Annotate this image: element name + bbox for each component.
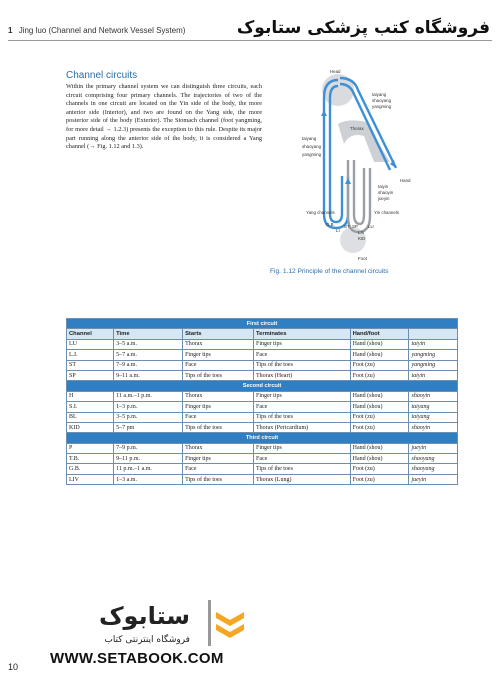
setabook-logo xyxy=(40,598,200,648)
table-row xyxy=(67,443,458,453)
table-cell: 5–7 pm xyxy=(114,422,183,432)
table-cell: 7–9 a.m. xyxy=(114,360,183,370)
table-row xyxy=(67,422,458,432)
table-cell: Face xyxy=(253,350,350,360)
logo-chevron-icon xyxy=(208,600,244,646)
label-liv: LIV xyxy=(358,230,365,235)
table-cell: Tips of the toes xyxy=(183,422,254,432)
table-cell: Face xyxy=(183,412,254,422)
table-cell: SP xyxy=(67,370,114,380)
table-cell: LU xyxy=(67,339,114,349)
table-cell: S.I. xyxy=(67,402,114,412)
table-row xyxy=(67,360,458,370)
table-cell: taiyang xyxy=(409,402,458,412)
table-cell: Hand (shou) xyxy=(350,339,409,349)
table-cell: 9–11 p.m. xyxy=(114,454,183,464)
table-cell: Thorax xyxy=(183,443,254,453)
table-cell: Finger tips xyxy=(183,402,254,412)
table-cell: Finger tips xyxy=(183,454,254,464)
section-title: Second circuit xyxy=(67,381,458,391)
label-head: Head xyxy=(330,69,341,74)
table-cell: Foot (zu) xyxy=(350,360,409,370)
table-cell: Thorax xyxy=(183,391,254,401)
table-cell: Finger tips xyxy=(253,391,350,401)
table-cell: 3–5 p.m. xyxy=(114,412,183,422)
store-banner-title: فروشگاه کتب پزشکی ستابوک xyxy=(236,18,490,38)
column-header: Hand/foot xyxy=(350,329,409,339)
table-cell: Finger tips xyxy=(253,443,350,453)
table-cell: Foot (zu) xyxy=(350,474,409,484)
table-cell: taiyang xyxy=(409,412,458,422)
table-cell: Hand (shou) xyxy=(350,350,409,360)
header-rule xyxy=(8,40,492,41)
yin-loops xyxy=(348,160,370,232)
label-yangming-top: yangming xyxy=(372,104,392,109)
site-url: WWW.SETABOOK.COM xyxy=(50,650,224,667)
table-cell: Hand (shou) xyxy=(350,454,409,464)
column-header: Channel xyxy=(67,329,114,339)
logo-subtitle: فروشگاه اینترنتی کتاب xyxy=(104,635,190,645)
table-cell: shaoyang xyxy=(409,454,458,464)
table-row xyxy=(67,339,458,349)
table-cell: 11 p.m.–1 a.m. xyxy=(114,464,183,474)
chapter-title: Jing luo (Channel and Network Vessel System) xyxy=(18,26,186,35)
table-row xyxy=(67,350,458,360)
column-header: Starts xyxy=(183,329,254,339)
table-cell: Finger tips xyxy=(253,339,350,349)
table-cell: Face xyxy=(253,454,350,464)
table-cell: 1–3 a.m. xyxy=(114,474,183,484)
table-row xyxy=(67,412,458,422)
label-taiyin: taiyin xyxy=(378,184,389,189)
label-hand: Hand xyxy=(400,178,411,183)
table-row xyxy=(67,474,458,484)
table-cell: Foot (zu) xyxy=(350,422,409,432)
label-foot: Foot xyxy=(358,256,367,261)
table-row xyxy=(67,454,458,464)
table-cell: Thorax (Pericardium) xyxy=(253,422,350,432)
table-cell: 1–3 p.m. xyxy=(114,402,183,412)
table-cell: shaoyang xyxy=(409,464,458,474)
label-sp: SP xyxy=(352,224,358,229)
table-row xyxy=(67,370,458,380)
running-head xyxy=(8,26,185,35)
table-cell: taiyin xyxy=(409,339,458,349)
label-shaoyang-top: shaoyang xyxy=(372,98,392,103)
table-cell: Tips of the toes xyxy=(183,474,254,484)
column-header: Terminates xyxy=(253,329,350,339)
label-shaoyang-left: shaoyang xyxy=(302,144,322,149)
table-cell: LIV xyxy=(67,474,114,484)
chapter-number: 1 xyxy=(8,26,13,35)
column-header xyxy=(409,329,458,339)
table-cell: Hand (shou) xyxy=(350,443,409,453)
label-taiyang-left: taiyang xyxy=(302,136,317,141)
label-kid: KID xyxy=(358,236,366,241)
table-cell: Finger tips xyxy=(183,350,254,360)
table-cell: Thorax (Lung) xyxy=(253,474,350,484)
channel-circuit-figure xyxy=(278,64,418,264)
column-header: Time xyxy=(114,329,183,339)
table-cell: 11 a.m.–1 p.m. xyxy=(114,391,183,401)
table-cell: Thorax xyxy=(183,339,254,349)
table-row xyxy=(67,402,458,412)
table-cell: Hand (shou) xyxy=(350,402,409,412)
logo-wordmark: ستابوک xyxy=(98,602,190,630)
table-row xyxy=(67,464,458,474)
label-shaoyin: shaoyin xyxy=(378,190,394,195)
label-jueyin: jueyin xyxy=(378,196,390,201)
table-cell: KID xyxy=(67,422,114,432)
table-cell: G.B. xyxy=(67,464,114,474)
table-cell: jueyin xyxy=(409,443,458,453)
table-cell: L.I. xyxy=(67,350,114,360)
table-cell: Face xyxy=(183,464,254,474)
label-lu: LU xyxy=(368,224,374,229)
table-section-header xyxy=(67,381,458,391)
page-number: 10 xyxy=(8,662,19,672)
table-cell: Tips of the toes xyxy=(253,464,350,474)
table-row xyxy=(67,391,458,401)
table-cell: Hand (shou) xyxy=(350,391,409,401)
table-cell: 5–7 a.m. xyxy=(114,350,183,360)
table-cell: Foot (zu) xyxy=(350,412,409,422)
label-gb: G.B. xyxy=(326,222,335,227)
label-yang-channels: Yang channels xyxy=(306,210,335,215)
table-cell: Foot (zu) xyxy=(350,464,409,474)
table-cell: Tips of the toes xyxy=(253,412,350,422)
table-cell: H xyxy=(67,391,114,401)
table-cell: 7–9 p.m. xyxy=(114,443,183,453)
channel-times-table xyxy=(66,318,458,485)
table-cell: Face xyxy=(253,402,350,412)
table-cell: BL xyxy=(67,412,114,422)
table-cell: Tips of the toes xyxy=(183,370,254,380)
table-cell: yangming xyxy=(409,350,458,360)
label-yangming-left: yangming xyxy=(302,152,322,157)
section-title: First circuit xyxy=(67,319,458,329)
label-taiyang-top: taiyang xyxy=(372,92,387,97)
table-cell: 9–11 a.m. xyxy=(114,370,183,380)
table-cell: jueyin xyxy=(409,474,458,484)
table-cell: P xyxy=(67,443,114,453)
table-cell: ST xyxy=(67,360,114,370)
table-column-header xyxy=(67,329,458,339)
label-li: LI xyxy=(336,228,340,233)
table-section-header xyxy=(67,433,458,443)
figure-caption: Fig. 1.12 Principle of the channel circuits xyxy=(270,268,389,275)
label-thorax: Thorax xyxy=(350,126,364,131)
table-cell: 3–5 a.m. xyxy=(114,339,183,349)
label-st: ST xyxy=(344,224,350,229)
table-cell: Face xyxy=(183,360,254,370)
section-title: Third circuit xyxy=(67,433,458,443)
label-yin-channels: Yin channels xyxy=(374,210,399,215)
table-cell: Thorax (Heart) xyxy=(253,370,350,380)
section-body: Within the primary channel system we can distinguish three circuits, each circuit comprising four primary channels. The trajectories of two of the channels in one circuit are located on the Yin side of the body, the more anterior side (Interior), and two are found on the Yang side, the more posterior side of the body (Exterior). The Stomach channel (foot yangming, for more detail → 1.2.3) presents the exception to this rule. Despite its major part running along the anterior side of the body, it is considered a Yang channel (→ Fig. 1.12 and 1.3). xyxy=(66,83,262,151)
table-cell: Tips of the toes xyxy=(253,360,350,370)
table-section-header xyxy=(67,319,458,329)
table-cell: shaoyin xyxy=(409,391,458,401)
section-title: Channel circuits xyxy=(66,70,138,81)
table-cell: yangming xyxy=(409,360,458,370)
table-cell: T.B. xyxy=(67,454,114,464)
table-cell: taiyin xyxy=(409,370,458,380)
table-cell: Foot (zu) xyxy=(350,370,409,380)
table-cell: shaoyin xyxy=(409,422,458,432)
